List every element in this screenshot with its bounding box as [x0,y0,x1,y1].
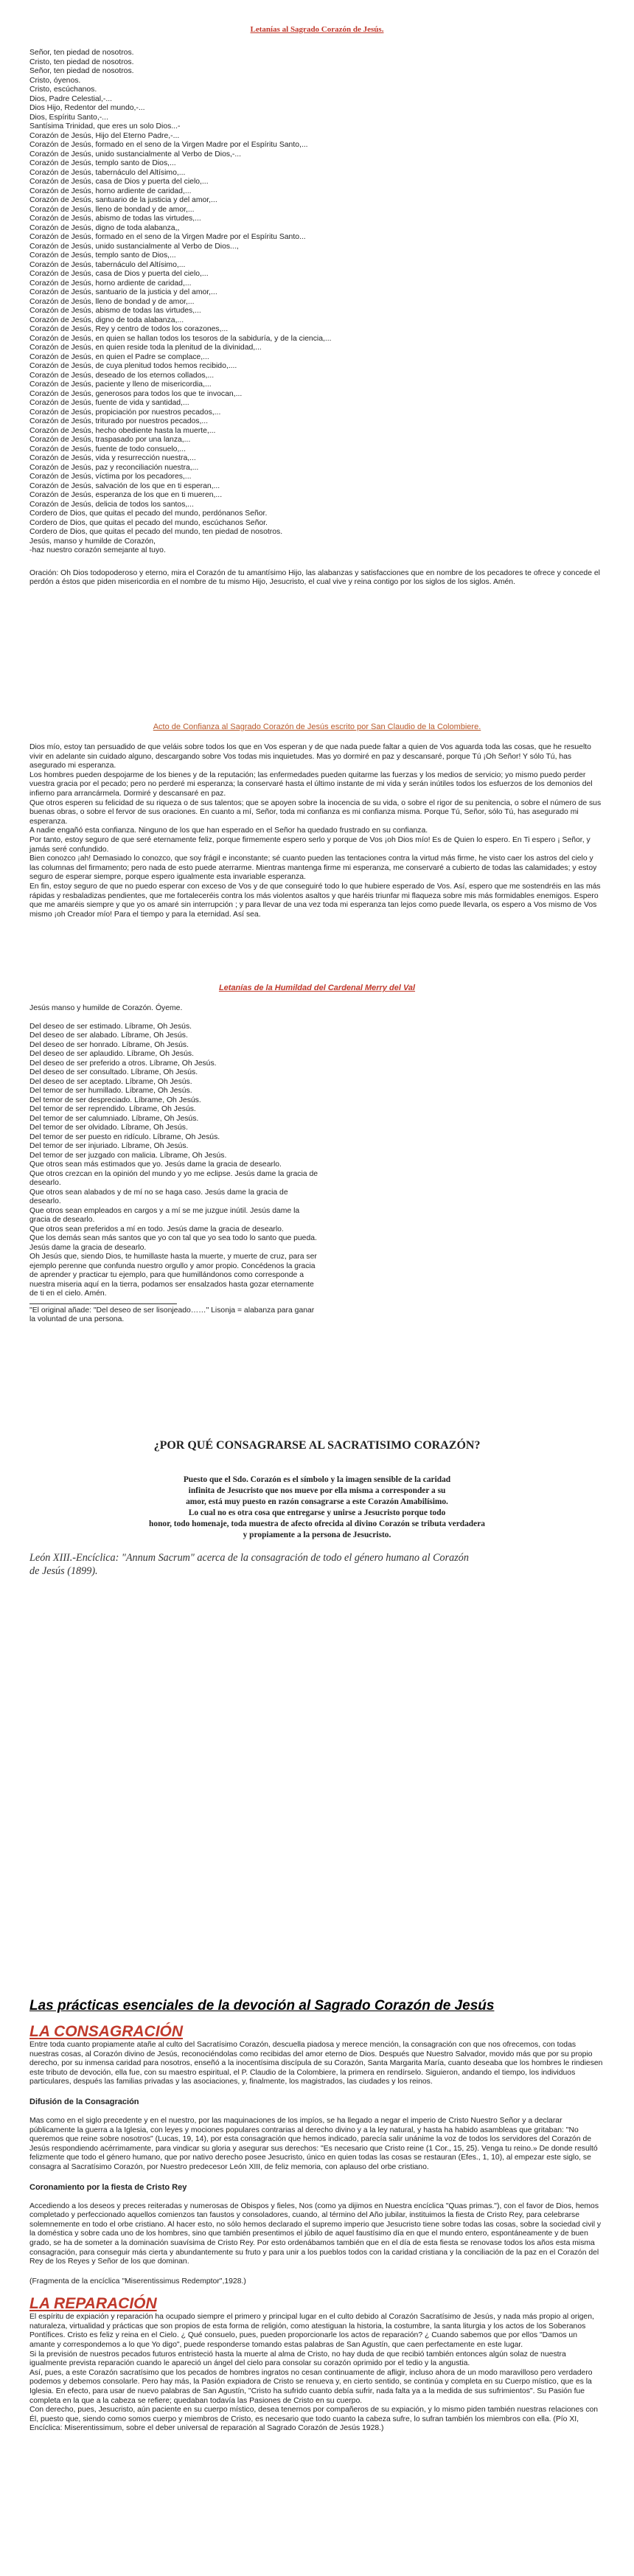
letania-line: Corazón de Jesús, lleno de bondad y de amor,... [29,297,195,306]
footnote-divider [29,1303,177,1304]
acto-section [0,723,634,919]
coronamiento-heading: Coronamiento por la fiesta de Cristo Rey [29,2182,187,2192]
letania-line: Corazón de Jesús, esperanza de los que en ti mueren,... [29,491,223,499]
humildad-line: Que otros sean preferidos a mí en todo. Jesús dame la gracia de desearlo. [29,1225,284,1233]
letania-line: Corazón de Jesús, en quien se hallan todos los tesoros de la sabiduría, y de la ciencia,... [29,334,332,343]
consagracion-heading: LA CONSAGRACIÓN [29,2023,184,2040]
letania-line: Corazón de Jesús, en quien reside toda la plenitud de la divinidad,... [29,344,262,352]
letania-line: Dios, Espíritu Santo,-... [29,113,108,122]
letania-line: Corazón de Jesús, santuario de la justicia y del amor,... [29,288,217,296]
difusion-text: Mas como en el siglo precedente y en el nuestro, por las maquinaciones de los impíos, se ha llegado a negar el imperio de Cristo Nuestro Señor y a declarar públicamente la guerra a la Iglesia, con leyes y mociones populares contrarias al derecho divino y a la ley natural, y hasta ha habido asambleas que gritaban: "No queremos que reine sobre nosotros" (Lucas, 19, 14), por esta consagración que hemos indicado, parecía salir unánime la voz de todos los servidores del Corazón de Jesús respondiendo acérrimamente, para vindicar su gloria y asegurar sus derechos: "Es necesario que Cristo reine (1 Cor., 15, 25). Venga tu reino.» De donde resultó felizmente que todo el género humano, que por nativo derecho posee Jesucristo, único en quien todas las cosas se restauran (Efes., 1, 10), al empezar este siglo, se consagra al Sacratísimo Corazón, por Nuestro predecesor León XIII, de feliz memoria, con aplauso del orbe cristiano. [29,2116,598,2171]
consagrarse-line: amor, está muy puesto en razón consagrarse a este Corazón Amabilísimo. [186,1497,448,1506]
acto-title: Acto de Confianza al Sagrado Corazón de Jesús escrito por San Claudio de la Colombiere. [153,723,481,731]
acto-paragraph: Que otros esperen su felicidad de su riqueza o de sus talentos; que se apoyen sobre la inocencia de su vida, o sobre el rigor de su penitencia, o sobre el número de sus buenas obras, o sobre el fervor de sus oraciones. En cuanto a mí, Señor, toda mi confianza es mi confianza misma. Porque Tú, Señor, sólo Tú, has asegurado mi esperanza. [29,798,602,826]
humildad-title: Letanías de la Humildad del Cardenal Merry del Val [218,984,416,992]
acto-paragraph: En fin, estoy seguro de que no puedo esperar con exceso de Vos y de que conseguiré todo lo que hubiere esperado de Vos. Así, espero que me sostendréis en las más rápidas y resbaladizas pendientes, que me fortaleceréis contra los más violentos asaltos y que haréis triunfar mi flaqueza sobre mis más formidables enemigos. Espero que me amaréis siempre y que yo os amaré sin interrupción ; y para llevar de una vez toda mi esperanza tan lejos como puede llevarla, os espero a Vos mismo de Vos mismo ¡oh Creador mío! Para el tiempo y para la eternidad. Así sea. [29,882,601,919]
humildad-line: Del deseo de ser aplaudido. Líbrame, Oh Jesús. [29,1050,194,1058]
humildad-line: Que otros sean alabados y de mí no se haga caso. Jesús dame la gracia de [29,1188,288,1197]
letania-line: Corazón de Jesús, Rey y centro de todos los corazones,... [29,325,229,333]
humildad-line: Del temor de ser despreciado. Líbrame, Oh Jesús. [29,1096,201,1104]
letanias-section [0,25,634,588]
letania-line: Corazón de Jesús, lleno de bondad y de amor,... [29,205,195,214]
humildad-line: Jesús dame la gracia de desearlo. [29,1243,147,1252]
letania-line: Dios, Padre Celestial,-... [29,94,113,103]
letania-line: Cristo, óyenos. [29,76,81,85]
consagrarse-section [0,1439,634,1578]
humildad-line: Del temor de ser humillado. Líbrame, Oh Jesús. [29,1087,192,1095]
letania-line: Corazón de Jesús, propiciación por nuestros pecados,... [29,408,221,417]
humildad-line: Oh Jesús que, siendo Dios, te humillaste hasta la muerte, y muerte de cruz, para ser [29,1253,317,1261]
letania-line: Corazón de Jesús, unido sustancialmente al Verbo de Dios..., [29,242,239,251]
letania-line: Corazón de Jesús, tabernáculo del Altísimo,... [29,260,186,269]
letania-line: Corazón de Jesús, unido sustancialmente al Verbo de Dios,-... [29,150,242,159]
consagrarse-line: y propiamente a la persona de Jesucristo. [243,1531,391,1539]
letania-line: Dios Hijo, Redentor del mundo,-... [29,104,145,112]
leo-line1: León XIII.-Encíclica: "Annum Sacrum" acerca de la consagración de todo el género humano al Corazón [29,1552,469,1564]
consagrarse-text [0,1475,634,1541]
letania-line: Corazón de Jesús, santuario de la justicia y del amor,... [29,196,217,204]
letania-line: -haz nuestro corazón semejante al tuyo. [29,546,166,554]
humildad-line: de ti en el cielo. Amén. [29,1289,107,1298]
letania-line: Corazón de Jesús, formado en el seno de la Virgen Madre por el Espíritu Santo... [29,233,306,241]
humildad-line: Del deseo de ser preferido a otros. Líbrame, Oh Jesús. [29,1059,217,1068]
acto-text [29,743,605,919]
letania-line: Corazón de Jesús, casa de Dios y puerta del cielo,... [29,178,209,186]
humildad-line: nuestra miseria aquí en la tierra, podamos ser ensalzados hasta gozar eternamente [29,1280,314,1289]
letania-line: Corazón de Jesús, digno de toda alabanza,, [29,223,180,232]
humildad-line: Del deseo de ser alabado. Líbrame, Oh Jesús. [29,1031,188,1040]
humildad-line: Del temor de ser reprendido. Líbrame, Oh Jesús. [29,1105,196,1113]
footnote-line2: la voluntad de una persona. [29,1315,125,1323]
letania-line: Santísima Trinidad, que eres un solo Dios...- [29,122,181,130]
letania-line: Cordero de Dios, que quitas el pecado del mundo, escúchanos Señor. [29,518,268,527]
humildad-section [0,984,634,1325]
letania-line: Corazón de Jesús, templo santo de Dios,... [29,159,176,167]
humildad-line: Que los demás sean más santos que yo con tal que yo sea todo lo santo que pueda. [29,1234,317,1242]
consagrarse-line: Lo cual no es otra cosa que entregarse y unirse a Jesucristo porque todo [188,1508,446,1517]
letania-line: Señor, ten piedad de nosotros. [29,67,134,75]
footnote-line1: "El original añade: "Del deseo de ser lisonjeado……" Lisonja = alabanza para ganar [29,1306,315,1315]
letania-line: Corazón de Jesús, paz y reconciliación nuestra,... [29,463,199,472]
reparacion-heading: LA REPARACIÓN [29,2295,157,2313]
acto-paragraph: A nadie engañó esta confianza. Ninguno de los que han esperado en el Señor ha quedado frustrado en su confianza. [29,826,428,835]
practicas-section [0,1998,634,2434]
letania-line: Corazón de Jesús, horno ardiente de caridad,... [29,187,192,195]
humildad-line: Del deseo de ser estimado. Líbrame, Oh Jesús. [29,1022,192,1031]
humildad-line: Del temor de ser olvidado. Líbrame, Oh Jesús. [29,1124,188,1132]
letania-line: Corazón de Jesús, traspasado por una lanza,... [29,436,191,444]
fragmenta-note: (Fragmenta de la encíclica "Miserentissimus Redemptor",1928.) [29,2277,246,2286]
letania-line: Corazón de Jesús, víctima por los pecadores,... [29,473,192,481]
acto-paragraph: Por tanto, estoy seguro de que seré eternamente feliz, porque firmemente espero serlo y porque de Vos ¡oh Dios mío! Es de Quien lo espero. En Ti espero ¡ Señor, y jamás seré confundido. [29,835,591,854]
acto-paragraph: Dios mío, estoy tan persuadido de que veláis sobre todos los que en Vos esperan y de que nada puede faltar a quien de Vos aguarda toda las cosas, que he resuelto vivir en adelante sin cuidado alguno, descargando sobre Vos todas mis inquietudes. Mas yo dormiré en paz y descansaré, porque Tú ¡Oh Señor! Y sólo Tú, has asegurado mi esperanza. [29,743,591,770]
practicas-title: Las prácticas esenciales de la devoción al Sagrado Corazón de Jesús [29,1998,495,2013]
consagrarse-title: ¿POR QUÉ CONSAGRARSE AL SACRATISIMO CORAZÓN? [153,1439,481,1452]
humildad-line: Que otros crezcan en la opinión del mundo y yo me eclipse. Jesús dame la gracia de [29,1169,318,1178]
oracion-text: Oración: Oh Dios todopoderoso y eterno, mira el Corazón de tu amantísimo Hijo, las alabanzas y satisfacciones que en nombre de los pecadores te ofrece y concede el perdón a éstos que piden misericordia en el nombre de tu mismo Hijo, Jesucristo, el cual vive y reina contigo por los siglos de los siglos. Amén. [29,568,600,587]
letania-line: Corazón de Jesús, Hijo del Eterno Padre,-... [29,131,180,140]
letania-line: Corazón de Jesús, generosos para todos los que te invocan,... [29,389,243,398]
letania-line: Jesús, manso y humilde de Corazón, [29,537,156,546]
coronamiento-text: Accediendo a los deseos y preces reiteradas y numerosas de Obispos y fieles, Nos (como ya dijimos en Nuestra encíclica "Quas primas."), con el favor de Dios, hemos completado y perfeccionado aquellos comienzos tan faustos y consoladores, cuando, al término del Año jubilar, instituimos la fiesta de Cristo Rey, para celebrarse solemnemente en todo el orbe cristiano. Al hacer esto, no sólo hemos declarado el supremo imperio que Jesucristo tiene sobre todas las cosas, sobre la sociedad civil y la doméstica y sobre cada uno de los hombres, sino que también presentimos el júbilo de aquel faustísimo día en que el mundo entero, espontáneamente y de buen grado, se ha de someter a la dominación suavísima de Cristo Rey. Por esto ordenábamos también que en el día de esta fiesta se renovase todos los años esta misma consagración, para conseguir más cierta y abundantemente su fruto y para unir a los pueblos todos con la caridad cristiana y la conciliación de la paz en el Corazón del Rey de los Reyes y Señor de los que dominan. [29,2201,602,2266]
humildad-list [29,1023,605,1299]
letania-line: Corazón de Jesús, fuente de todo consuelo,... [29,445,186,453]
letania-line: Corazón de Jesús, en quien el Padre se complace,... [29,352,209,361]
letania-line: Corazón de Jesús, paciente y lleno de misericordia,... [29,380,212,389]
humildad-line: gracia de desearlo. [29,1216,95,1224]
humildad-line: de aprender y practicar tu ejemplo, para que humillándonos como corresponde a [29,1271,304,1279]
letania-line: Corazón de Jesús, triturado por nuestros pecados,... [29,417,209,425]
humildad-intro: Jesús manso y humilde de Corazón. Óyeme. [29,1004,183,1012]
leo-line2: de Jesús (1899). [29,1565,98,1577]
letania-line: Corazón de Jesús, templo santo de Dios,... [29,251,176,260]
letania-line: Corazón de Jesús, delicia de todos los santos,... [29,500,194,509]
consagrarse-line: infinita de Jesucristo que nos mueve por ella misma a corresponder a su [188,1486,446,1495]
letania-line: Cordero de Dios, que quitas el pecado del mundo, ten piedad de nosotros. [29,528,283,536]
letanias-list [29,49,605,556]
consagrarse-line: honor, todo homenaje, toda muestra de afecto ofrecida al divino Corazón se tributa verdadera [149,1520,485,1528]
letania-line: Corazón de Jesús, tabernáculo del Altísimo,... [29,168,186,177]
humildad-line: Que otros sean más estimados que yo. Jesús dame la gracia de desearlo. [29,1160,282,1169]
letania-line: Corazón de Jesús, digno de toda alabanza,... [29,316,184,324]
humildad-line: Que otros sean empleados en cargos y a mí se me juzgue inútil. Jesús dame la [29,1206,300,1215]
letania-line: Corazón de Jesús, vida y resurrección nuestra,... [29,454,196,462]
consagrarse-line: Puesto que el Sdo. Corazón es el símbolo y la imagen sensible de la caridad [183,1475,451,1484]
letania-line: Corazón de Jesús, abismo de todas las virtudes,... [29,307,201,315]
humildad-line: Del deseo de ser honrado. Líbrame, Oh Jesús. [29,1040,189,1049]
acto-paragraph: Los hombres pueden despojarme de los bienes y de la reputación; las enfermedades pueden quitarme las fuerzas y los medios de servicio; yo mismo puedo perder vuestra gracia por el pecado; pero no perderé mi esperanza; la conservaré hasta el último instante de mi vida y serán inútiles todos los esfuerzos de los demonios del infierno para arrancármela. Dormiré y descansaré en paz. [29,770,593,798]
humildad-line: Del temor de ser injuriado. Líbrame, Oh Jesús. [29,1142,189,1150]
letania-line: Corazón de Jesús, horno ardiente de caridad,... [29,279,192,288]
letania-line: Cristo, escúchanos. [29,86,97,94]
letania-line: Corazón de Jesús, casa de Dios y puerta del cielo,... [29,270,209,278]
letania-line: Corazón de Jesús, de cuya plenitud todos hemos recibido,.... [29,362,237,370]
consagracion-text: Entre toda cuanto propiamente atañe al culto del Sacratísimo Corazón, descuella piadosa y merece mención, la consagración con que nos ofrecemos, con todas nuestras cosas, al Corazón divino de Jesús, reconociéndolas como recibidas del amor eterno de Dios. Después que Nuestro Salvador, movido más que por su propio derecho, por su inmensa caridad para nosotros, enseñó a la inocentísima discípula de su Corazón, Santa Margarita María, cuanto deseaba que los hombres le rindiesen este tributo de devoción, ella fue, con su maestro espiritual, el P. Claudio de la Colombiere, la primera en rendírselo. Siguieron, andando el tiempo, los individuos particulares, después las familias privadas y las asociaciones, y, finalmente, los magistrados, las ciudades y los reinos. [29,2041,603,2086]
letania-line: Corazón de Jesús, deseado de los eternos collados,... [29,371,215,380]
letanias-title: Letanías al Sagrado Corazón de Jesús. [250,25,384,34]
letania-line: Corazón de Jesús, fuente de vida y santidad,... [29,399,189,407]
letania-line: Corazón de Jesús, abismo de todas las virtudes,... [29,215,201,223]
humildad-line: Del deseo de ser aceptado. Líbrame, Oh Jesús. [29,1077,192,1086]
letania-line: Cristo, ten piedad de nosotros. [29,58,134,66]
humildad-line: Del temor de ser puesto en ridículo. Líbrame, Oh Jesús. [29,1132,220,1141]
letania-line: Corazón de Jesús, salvación de los que en ti esperan,... [29,481,220,490]
reparacion-text: El espíritu de expiación y reparación ha ocupado siempre el primero y principal lugar en el culto debido al Corazón Sacratísimo de Jesús, y nada más propio al origen, naturaleza, virtualidad y prácticas que son propios de esta forma de religión, como atestiguan la historia, la costumbre, la santa liturgia y los actos de los Soberanos Pontífices. Cristo es feliz y reina en el Cielo. ¿ Qué consuelo, pues, pueden proporcionarle los actos de reparación? ¿ Cuando sabemos que por ellos "Damos un amante y correspondemos a lo que Yo digo", puede responderse tomando estas palabras de San Agustín, que caen perfectamente en este lugar. Si la previsión de nuestros pecados futuros entristeció hasta la muerte al alma de Cristo, no hay duda de que recibió también entonces algún solaz de nuestra igualmente prevista reparación cuando le apareció un ángel del cielo para consolar su corazón oprimido por el tedio y la angustia. Así, pues, a este Corazón sacratísimo que los pecados de hombres ingratos no cesan continuamente de afligir, incluso ahora de un modo maravilloso pero verdadero podemos y debemos consolarle. Pero hay más, la Pasión expiadora de Cristo se renueva y, en cierto sentido, se continúa y completa en su Cuerpo místico, que es la Iglesia. En efecto, para usar de nuevo palabras de San Agustín, "Cristo ha sufrido cuanto debía sufrir, nada falta ya a la medida de sus sufrimientos". Su Pasión fue completa en la que a la cabeza se refiere; quedaban todavía las Pasiones de Cristo en su cuerpo. Con derecho, pues, Jesucristo, aún paciente en su cuerpo místico, desea tenernos por compañeros de su expiación, y lo mismo piden también nuestras relaciones con Él, puesto que, siendo como somos cuerpo y miembros de Cristo, es necesario que todo cuanto la cabeza sufre, lo sufran también los miembros con ella. (Pío XI, Encíclica: Miserentissimum, sobre el deber universal de reparación al Sagrado Corazón de Jesús 1928.) [29,2313,599,2433]
humildad-line: desearlo. [29,1179,61,1187]
letania-line: Corazón de Jesús, hecho obediente hasta la muerte,... [29,426,216,435]
letania-line: Corazón de Jesús, formado en el seno de la Virgen Madre por el Espíritu Santo,... [29,141,308,149]
humildad-line: Del deseo de ser consultado. Líbrame, Oh Jesús. [29,1068,198,1076]
letania-line: Señor, ten piedad de nosotros. [29,49,134,57]
humildad-line: Del temor de ser juzgado con malicia. Líbrame, Oh Jesús. [29,1151,227,1160]
acto-paragraph: Bien conozco ¡ah! Demasiado lo conozco, que soy frágil e inconstante; sé cuanto pueden las tentaciones contra la virtud más firme, he visto caer los astros del cielo y las columnas del firmamento; pero nada de esto puede aterrarme. Mientras mantenga firme mi esperanza, me conservaré a cubierto de todas las calamidades; y estoy seguro de esperar siempre, porque espero igualmente esta invariable esperanza. [29,854,597,882]
letania-line: Cordero de Dios, que quitas el pecado del mundo, perdónanos Señor. [29,509,268,518]
difusion-heading: Difusión de la Consagración [29,2097,139,2106]
humildad-line: Del temor de ser calumniado. Líbrame, Oh Jesús. [29,1114,199,1123]
humildad-line: desearlo. [29,1197,61,1205]
humildad-line: ejemplo perenne que confunda nuestro orgullo y amor propio. Concédenos la gracia [29,1261,316,1270]
